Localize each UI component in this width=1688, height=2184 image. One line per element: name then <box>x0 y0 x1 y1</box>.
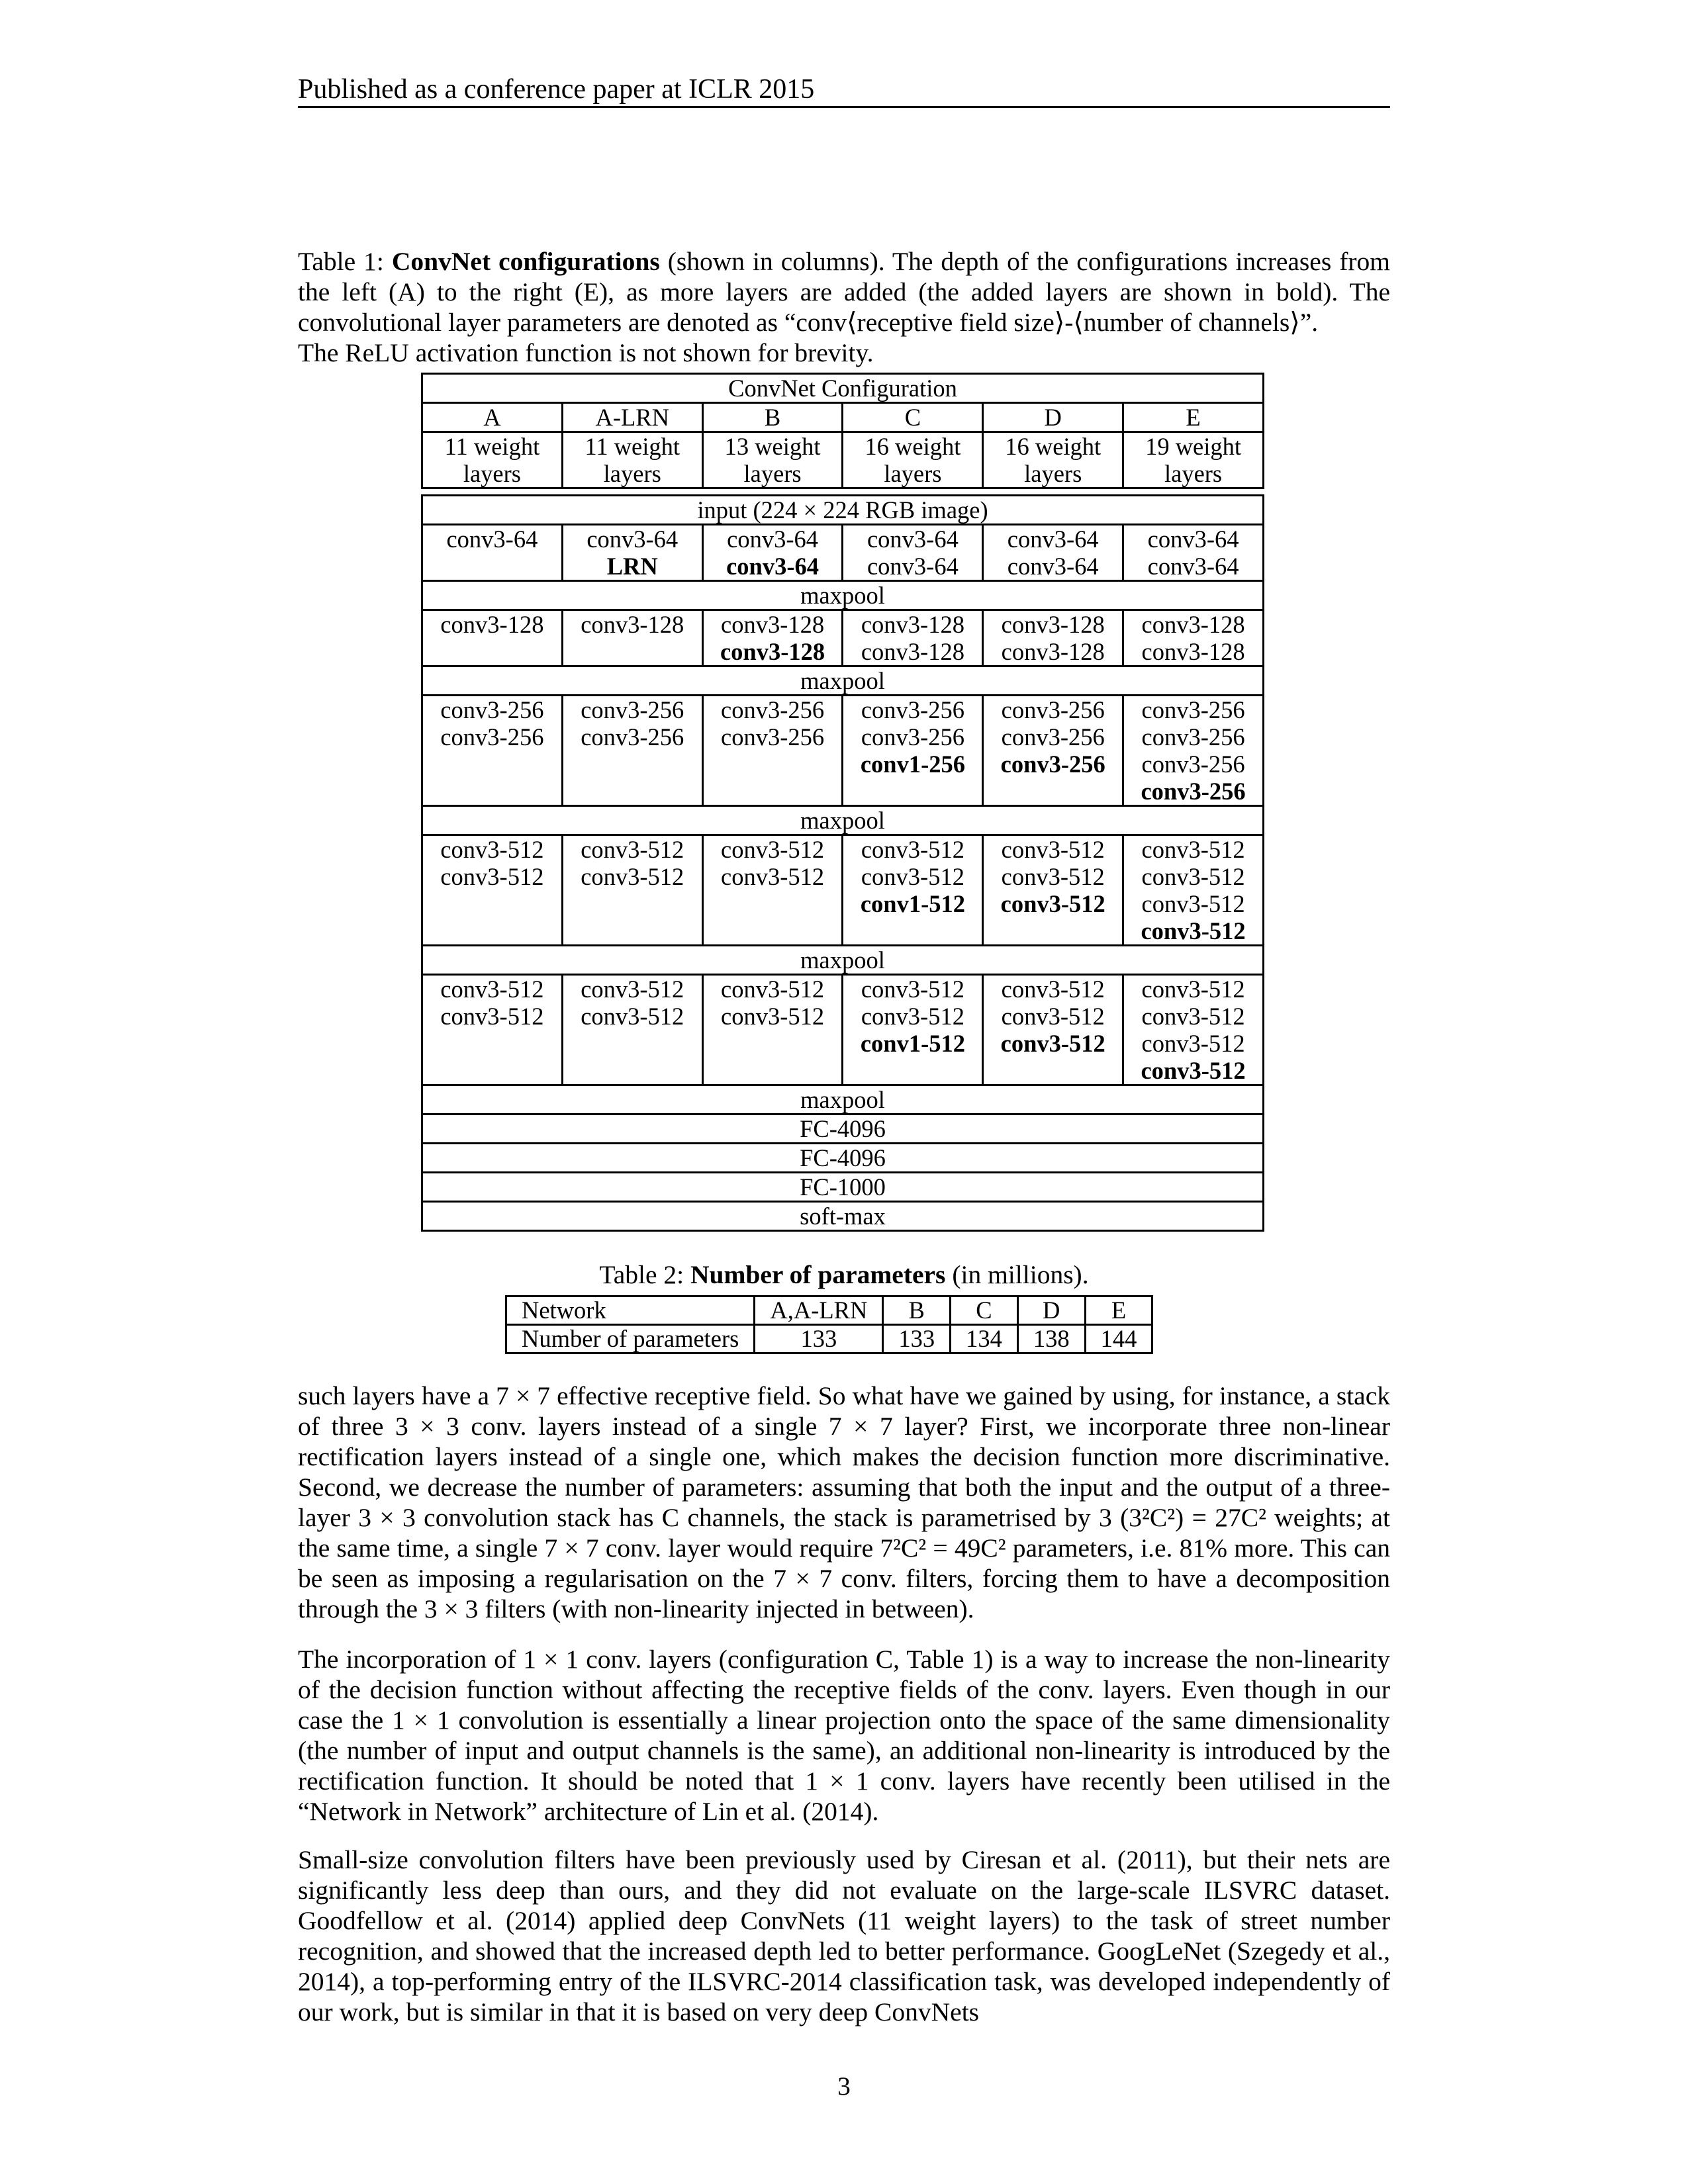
block5-a-lrn: conv3-512 conv3-512 <box>562 975 702 1085</box>
block4-e: conv3-512 conv3-512 conv3-512 conv3-512 <box>1123 835 1264 946</box>
depth-e: 19 weight layers <box>1123 432 1264 488</box>
block2-a-lrn: conv3-128 <box>562 610 702 666</box>
paragraph-1: such layers have a 7 × 7 effective receptive field. So what have we gained by using, for instance, a stack of three 3 × 3 conv. layers instead of a single 7 × 7 layer? First, we incorporate three non-linear rectification layers instead of a single one, which makes the decision function more discriminative. Second, we decrease the number of parameters: assuming that both the input and the output of a three-layer 3 × 3 convolution stack has C channels, the stack is parametrised by 3 (3²C²) = 27C² weights; at the same time, a single 7 × 7 conv. layer would require 7²C² = 49C² parameters, i.e. 81% more. This can be seen as imposing a regularisation on the 7 × 7 conv. filters, forcing them to have a decomposition through the 3 × 3 filters (with non-linearity injected in between). <box>298 1381 1390 1623</box>
page-number: 3 <box>837 2071 851 2101</box>
parameter-count-table <box>505 1295 1153 1354</box>
block3-a: conv3-256 conv3-256 <box>422 696 563 806</box>
block2-e: conv3-128 conv3-128 <box>1123 610 1264 666</box>
t2-header-a: A,A-LRN <box>755 1297 883 1325</box>
col-header-b: B <box>702 403 843 432</box>
depth-b: 13 weight layers <box>702 432 843 488</box>
maxpool-row: maxpool <box>422 666 1264 696</box>
block1-a: conv3-64 <box>422 525 563 581</box>
block1-a-lrn: conv3-64 LRN <box>562 525 702 581</box>
block2-b: conv3-128 conv3-128 <box>702 610 843 666</box>
block1-b: conv3-64 conv3-64 <box>702 525 843 581</box>
t2-value-d: 138 <box>1017 1325 1085 1353</box>
t2-value-c: 134 <box>951 1325 1018 1353</box>
table1-caption-last: The ReLU activation function is not shown for brevity. <box>298 338 874 367</box>
table2-caption: Table 2: Number of parameters (in millions). <box>599 1260 1089 1289</box>
block2-c: conv3-128 conv3-128 <box>843 610 983 666</box>
block2-d: conv3-128 conv3-128 <box>983 610 1123 666</box>
t2-header-network: Network <box>506 1297 755 1325</box>
maxpool-row: maxpool <box>422 581 1264 610</box>
t2-header-e: E <box>1085 1297 1152 1325</box>
block4-a: conv3-512 conv3-512 <box>422 835 563 946</box>
fc-row: FC-4096 <box>422 1115 1264 1144</box>
block2-a: conv3-128 <box>422 610 563 666</box>
table1-caption-rest: (shown in columns). The depth of the configurations increases from the left (A) to the right (E), as more layers are added (the added layers are shown in bold). The convolutional layer parameters are denoted as “conv⟨receptive field size⟩-⟨number of channels⟩”. <box>298 247 1390 337</box>
depth-a-lrn: 11 weight layers <box>562 432 702 488</box>
col-header-a-lrn: A-LRN <box>562 403 702 432</box>
t2-header-d: D <box>1017 1297 1085 1325</box>
col-header-c: C <box>843 403 983 432</box>
block5-d: conv3-512 conv3-512 conv3-512 <box>983 975 1123 1085</box>
block5-e: conv3-512 conv3-512 conv3-512 conv3-512 <box>1123 975 1264 1085</box>
input-row: input (224 × 224 RGB image) <box>422 496 1264 525</box>
block1-c: conv3-64 conv3-64 <box>843 525 983 581</box>
block3-d: conv3-256 conv3-256 conv3-256 <box>983 696 1123 806</box>
block5-a: conv3-512 conv3-512 <box>422 975 563 1085</box>
fc-row: FC-1000 <box>422 1173 1264 1202</box>
t2-value-b: 133 <box>883 1325 951 1353</box>
depth-c: 16 weight layers <box>843 432 983 488</box>
table1-title: ConvNet Configuration <box>422 374 1264 403</box>
block4-d: conv3-512 conv3-512 conv3-512 <box>983 835 1123 946</box>
header-rule <box>298 106 1390 108</box>
block3-c: conv3-256 conv3-256 conv1-256 <box>843 696 983 806</box>
block4-a-lrn: conv3-512 conv3-512 <box>562 835 702 946</box>
running-header: Published as a conference paper at ICLR 2015 <box>298 74 815 105</box>
block4-b: conv3-512 conv3-512 <box>702 835 843 946</box>
block4-c: conv3-512 conv3-512 conv1-512 <box>843 835 983 946</box>
col-header-d: D <box>983 403 1123 432</box>
t2-header-b: B <box>883 1297 951 1325</box>
block3-e: conv3-256 conv3-256 conv3-256 conv3-256 <box>1123 696 1264 806</box>
t2-header-c: C <box>951 1297 1018 1325</box>
depth-d: 16 weight layers <box>983 432 1123 488</box>
block5-c: conv3-512 conv3-512 conv1-512 <box>843 975 983 1085</box>
block1-e: conv3-64 conv3-64 <box>1123 525 1264 581</box>
block3-a-lrn: conv3-256 conv3-256 <box>562 696 702 806</box>
maxpool-row: maxpool <box>422 946 1264 975</box>
paragraph-3: Small-size convolution filters have been previously used by Ciresan et al. (2011), but their nets are significantly less deep than ours, and they did not evaluate on the large-scale ILSVRC dataset. Goodfellow et al. (2014) applied deep ConvNets (11 weight layers) to the task of street number recognition, and showed that the increased depth led to better performance. GoogLeNet (Szegedy et al., 2014), a top-performing entry of the ILSVRC-2014 classification task, was developed independently of our work, but is similar in that it is based on very deep ConvNets <box>298 1845 1390 2026</box>
fc-row: FC-4096 <box>422 1144 1264 1173</box>
t2-row-label: Number of parameters <box>506 1325 755 1353</box>
paragraph-2: The incorporation of 1 × 1 conv. layers (configuration C, Table 1) is a way to increase the non-linearity of the decision function without affecting the receptive fields of the conv. layers. Even though in our case the 1 × 1 convolution is essentially a linear projection onto the space of the same dimensionality (the number of input and output channels is the same), an additional non-linearity is introduced by the rectification function. It should be noted that 1 × 1 conv. layers have recently been utilised in the “Network in Network” architecture of Lin et al. (2014). <box>298 1645 1390 1826</box>
t2-value-a: 133 <box>755 1325 883 1353</box>
col-header-a: A <box>422 403 563 432</box>
col-header-e: E <box>1123 403 1264 432</box>
block1-d: conv3-64 conv3-64 <box>983 525 1123 581</box>
depth-a: 11 weight layers <box>422 432 563 488</box>
softmax-row: soft-max <box>422 1202 1264 1231</box>
table1-caption-bold: ConvNet configurations <box>391 247 660 276</box>
maxpool-row: maxpool <box>422 1085 1264 1115</box>
table1-caption <box>298 246 1390 368</box>
t2-value-e: 144 <box>1085 1325 1152 1353</box>
block5-b: conv3-512 conv3-512 <box>702 975 843 1085</box>
convnet-configuration-table <box>421 373 1264 1232</box>
block3-b: conv3-256 conv3-256 <box>702 696 843 806</box>
maxpool-row: maxpool <box>422 806 1264 835</box>
table1-caption-label: Table 1: <box>298 247 384 276</box>
